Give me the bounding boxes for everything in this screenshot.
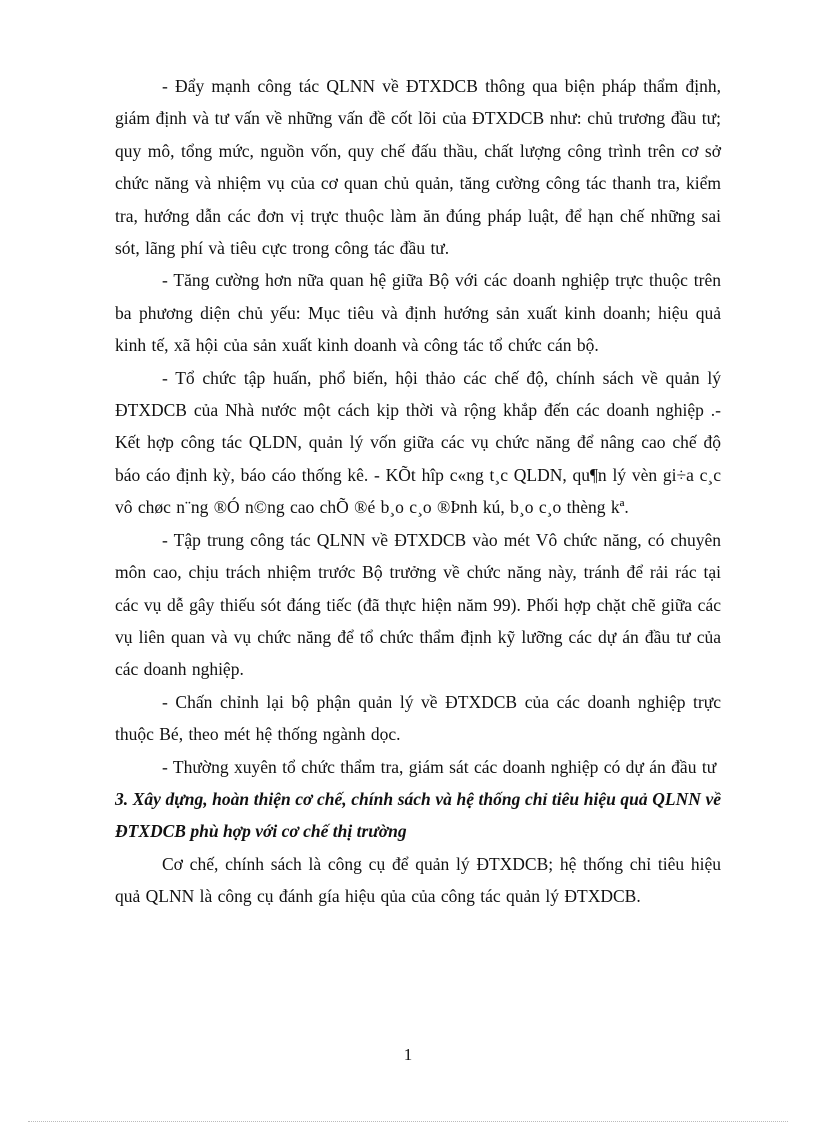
document-page [115, 70, 721, 913]
page-number: 1 [403, 1045, 413, 1064]
paragraph-training: - Tổ chức tập huấn, phổ biến, hội thảo các chế độ, chính sách về quản lý ĐTXDCB của Nhà nước một cách kịp thời và rộng khắp đến các doanh nghiệp .- Kết hợp công tác QLDN, quản lý vốn giữa các vụ chức năng để nâng cao chế độ báo cáo định kỳ, báo cáo thống kê. - KÕt hîp c«ng t¸c QLDN, qu¶n lý vèn gi÷a c¸c vô chøc n¨ng ®Ó n©ng cao chÕ ®é b¸o c¸o ®Þnh kú, b¸o c¸o thèng kª. [115, 367, 721, 518]
paragraph-centralize: - Tập trung công tác QLNN về ĐTXDCB vào mét Vô chức năng, có chuyên môn cao, chịu trách nhiệm trước Bộ trưởng về chức năng này, tránh để rải rác tại các vụ dễ gây thiếu sót đáng tiếc (đã thực hiện năm 99). Phối hợp chặt chẽ giữa các vụ liên quan và vụ chức năng để tổ chức thẩm định kỹ lưỡng các dự án đầu tư của các doanh nghiệp. [115, 529, 721, 680]
paragraph-mechanism: Cơ chế, chính sách là công cụ để quản lý ĐTXDCB; hệ thống chỉ tiêu hiệu quả QLNN là công cụ đánh gía hiệu qủa của công tác quản lý ĐTXDCB. [115, 853, 721, 907]
paragraph-appraisal: - Đẩy mạnh công tác QLNN về ĐTXDCB thông qua biện pháp thẩm định, giám định và tư vấn về những vấn đề cốt lõi của ĐTXDCB như: chủ trương đầu tư; quy mô, tổng mức, nguồn vốn, quy chế đấu thầu, chất lượng công trình trên cơ sở chức năng và nhiệm vụ của cơ quan chủ quản, tăng cường công tác thanh tra, kiểm tra, hướng dẫn các đơn vị trực thuộc làm ăn đúng pháp luật, để hạn chế những sai sót, lãng phí và tiêu cực trong công tác đầu tư. [115, 76, 721, 259]
paragraph-inspection: - Thường xuyên tổ chức thẩm tra, giám sát các doanh nghiệp có dự án đầu tư [162, 756, 717, 777]
section-heading-3: 3. Xây dựng, hoàn thiện cơ chế, chính sách và hệ thống chỉ tiêu hiệu quả QLNN về ĐTXDCB phù hợp với cơ chế thị trường [115, 788, 721, 842]
paragraph-ministry-relations: - Tăng cường hơn nữa quan hệ giữa Bộ với các doanh nghiệp trực thuộc trên ba phương diện chủ yếu: Mục tiêu và định hướng sản xuất kinh doanh; hiệu quả kinh tế, xã hội của sản xuất kinh doanh và công tác tổ chức cán bộ. [115, 270, 721, 356]
footer-divider [28, 1121, 788, 1122]
paragraph-rectify: - Chấn chỉnh lại bộ phận quản lý về ĐTXDCB của các doanh nghiệp trực thuộc Bé, theo mét hệ thống ngành dọc. [115, 691, 721, 745]
